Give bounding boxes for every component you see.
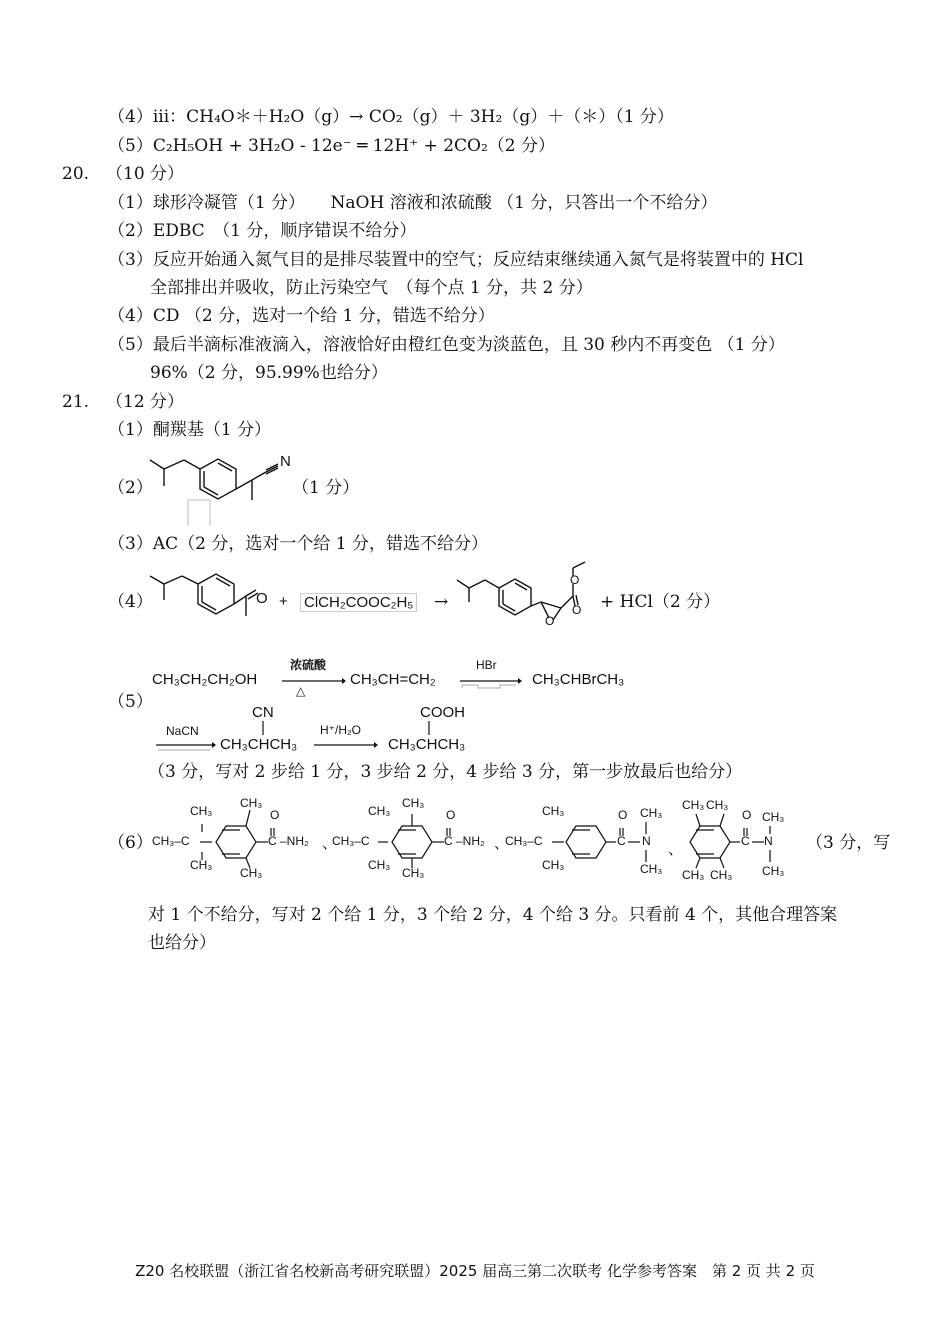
isomer3-n-ch3-bottom: CH₃ [640, 862, 663, 876]
route-arrow-3 [156, 740, 216, 752]
route-step3-compound: CH₃CHBrCH₃ [532, 671, 625, 688]
q20-part2: （2）EDBC （1 分，顺序错误不给分） [108, 221, 417, 241]
q20-part1: （1）球形冷凝管（1 分） NaOH 溶液和浓硫酸 （1 分，只答出一个不给分） [108, 193, 718, 213]
q20-part3-line2: 全部排出并吸收，防止污染空气 （每个点 1 分，共 2 分） [150, 278, 593, 298]
q21-part6-label: （6） [108, 833, 153, 853]
ketone-structure [148, 570, 266, 634]
isomer4-ring [684, 818, 784, 868]
route-cond2-top: HBr [476, 658, 497, 672]
route-step2-compound: CH₃CH=CH₂ [350, 671, 436, 688]
isomer3-ch3-top: CH₃ [542, 804, 565, 818]
isomer2-c: C [444, 834, 453, 848]
q21-part1: （1）酮羰基（1 分） [108, 420, 272, 440]
isomer3-n: N [642, 834, 651, 848]
reaction-arrow: → [434, 592, 449, 612]
isomer1-nh2: –NH₂ [280, 834, 309, 848]
isomer3-ring [552, 818, 652, 868]
isomer3-c: C [617, 834, 626, 848]
q21-part4-label: （4） [108, 592, 153, 612]
isomer2-ring [378, 818, 456, 868]
isomer4-ch3-topleft: CH₃ [682, 798, 705, 812]
q21-part4-tail: + HCl（2 分） [600, 592, 721, 612]
route-step4-substituent: CN [252, 704, 274, 721]
isomer4-n-ch3-bottom: CH₃ [762, 864, 785, 878]
isomer4-c: C [741, 834, 750, 848]
isomer1-ch3-bottom: CH₃ [190, 858, 213, 872]
route-arrow-1 [282, 676, 346, 686]
isomer-separator-2: 、 [494, 835, 510, 852]
nitrile-structure [148, 452, 288, 532]
reagent-chloroacetate: ClCH₂COOC₂H₅ [300, 593, 417, 612]
q19-part4: （4）iii：CH₄O＊＋H₂O（g）→ CO₂（g）＋ 3H₂（g）＋（＊）（1 分） [108, 107, 674, 127]
ester-o-atom: O [570, 573, 580, 587]
route-arrow-4 [314, 740, 378, 750]
plus-sign: + [279, 593, 288, 610]
isomer4-n-ch3-top: CH₃ [762, 810, 785, 824]
q21-number: 21. [62, 392, 90, 412]
q20-part3-line1: （3）反应开始通入氮气目的是排尽装置中的空气；反应结束继续通入氮气是将装置中的 HCl [108, 250, 804, 270]
q19-part5: （5）C₂H₅OH + 3H₂O - 12e⁻ ═ 12H⁺ + 2CO₂（2 分） [108, 136, 556, 156]
isomer2-ch3-top: CH₃ [368, 804, 391, 818]
q20-number: 20. [62, 164, 90, 184]
q20-part4: （4）CD （2 分，选对一个给 1 分，错选不给分） [108, 306, 495, 326]
isomer4-ch3-bottomright: CH₃ [710, 868, 733, 882]
route-cond4-top: H⁺/H₂O [320, 723, 361, 737]
isomer1-ch3-para: CH₃ [240, 866, 263, 880]
isomer4-ch3-topright: CH₃ [706, 798, 729, 812]
isomer-separator-3: 、 [668, 841, 684, 858]
isomer3-ch3-bottom: CH₃ [542, 858, 565, 872]
q21-part5-note: （3 分，写对 2 步给 1 分，3 步给 2 分，4 步给 3 分，第一步放最后也给分） [148, 762, 743, 782]
route-step4-compound: CH₃CHCH₃ [220, 736, 298, 753]
route-step4-bond [258, 721, 268, 737]
isomer2-ch3-ortho-bottom: CH₃ [402, 866, 425, 880]
q20-part5-line2: 96%（2 分，95.99%也给分） [150, 363, 388, 383]
isomer4-o: O [742, 808, 752, 822]
q20-points: （10 分） [106, 164, 185, 184]
q21-part6-score: （3 分，写 [806, 833, 891, 853]
q21-points: （12 分） [106, 392, 185, 412]
route-arrow-2 [460, 676, 522, 690]
epoxide-ester-structure [455, 560, 600, 640]
route-step5-compound: CH₃CHCH₃ [388, 736, 466, 753]
carbonyl-o-atom: O [572, 603, 582, 617]
q21-part2-label: （2） [108, 478, 153, 498]
isomer1-c: C [268, 834, 277, 848]
isomer1-o: O [270, 808, 280, 822]
route-cond1-top: 浓硫酸 [290, 658, 327, 672]
isomer2-ch3-bottom: CH₃ [368, 858, 391, 872]
q21-part6-note-line1: 对 1 个不给分，写对 2 个给 1 分，3 个给 2 分，4 个给 3 分。只看前 4 个，其他合理答案 [148, 905, 838, 925]
isomer1-ch3-c: CH₃–C [152, 834, 190, 848]
route-step1-compound: CH₃CH₂CH₂OH [152, 671, 258, 688]
q21-part6-note-line2: 也给分） [148, 933, 216, 953]
isomer4-ch3-bottomleft: CH₃ [682, 868, 705, 882]
q21-part3: （3）AC（2 分，选对一个给 1 分，错选不给分） [108, 534, 488, 554]
isomer2-nh2: –NH₂ [456, 834, 485, 848]
route-step5-bond [424, 721, 434, 737]
isomer2-ch3-c: CH₃–C [332, 834, 370, 848]
page-footer: Z20 名校联盟（浙江省名校新高考研究联盟）2025 届高三第二次联考 化学参考答案 第 2 页 共 2 页 [135, 1262, 815, 1280]
isomer2-ch3-ortho-top: CH₃ [402, 796, 425, 810]
route-step5-substituent: COOH [420, 704, 465, 721]
isomer4-n: N [764, 834, 773, 848]
route-cond1-bottom: △ [296, 684, 306, 698]
isomer1-ch3-top: CH₃ [190, 804, 213, 818]
ketone-o-atom: O [256, 590, 268, 607]
q21-part5-label: （5） [108, 692, 153, 712]
nitrile-n-atom: N [280, 453, 291, 470]
route-cond3-top: NaCN [166, 724, 199, 738]
q21-part2-score: （1 分） [292, 478, 360, 498]
isomer1-ch3-ortho: CH₃ [240, 796, 263, 810]
isomer-separator-1: 、 [322, 835, 338, 852]
isomer3-ch3-c: CH₃–C [505, 834, 543, 848]
isomer3-o: O [618, 808, 628, 822]
epoxide-o-atom: O [545, 614, 555, 628]
isomer2-o: O [446, 808, 456, 822]
isomer1-ring [200, 818, 280, 868]
q20-part5-line1: （5）最后半滴标准液滴入，溶液恰好由橙红色变为淡蓝色，且 30 秒内不再变色 （1 分） [108, 335, 785, 355]
isomer3-n-ch3-top: CH₃ [640, 806, 663, 820]
